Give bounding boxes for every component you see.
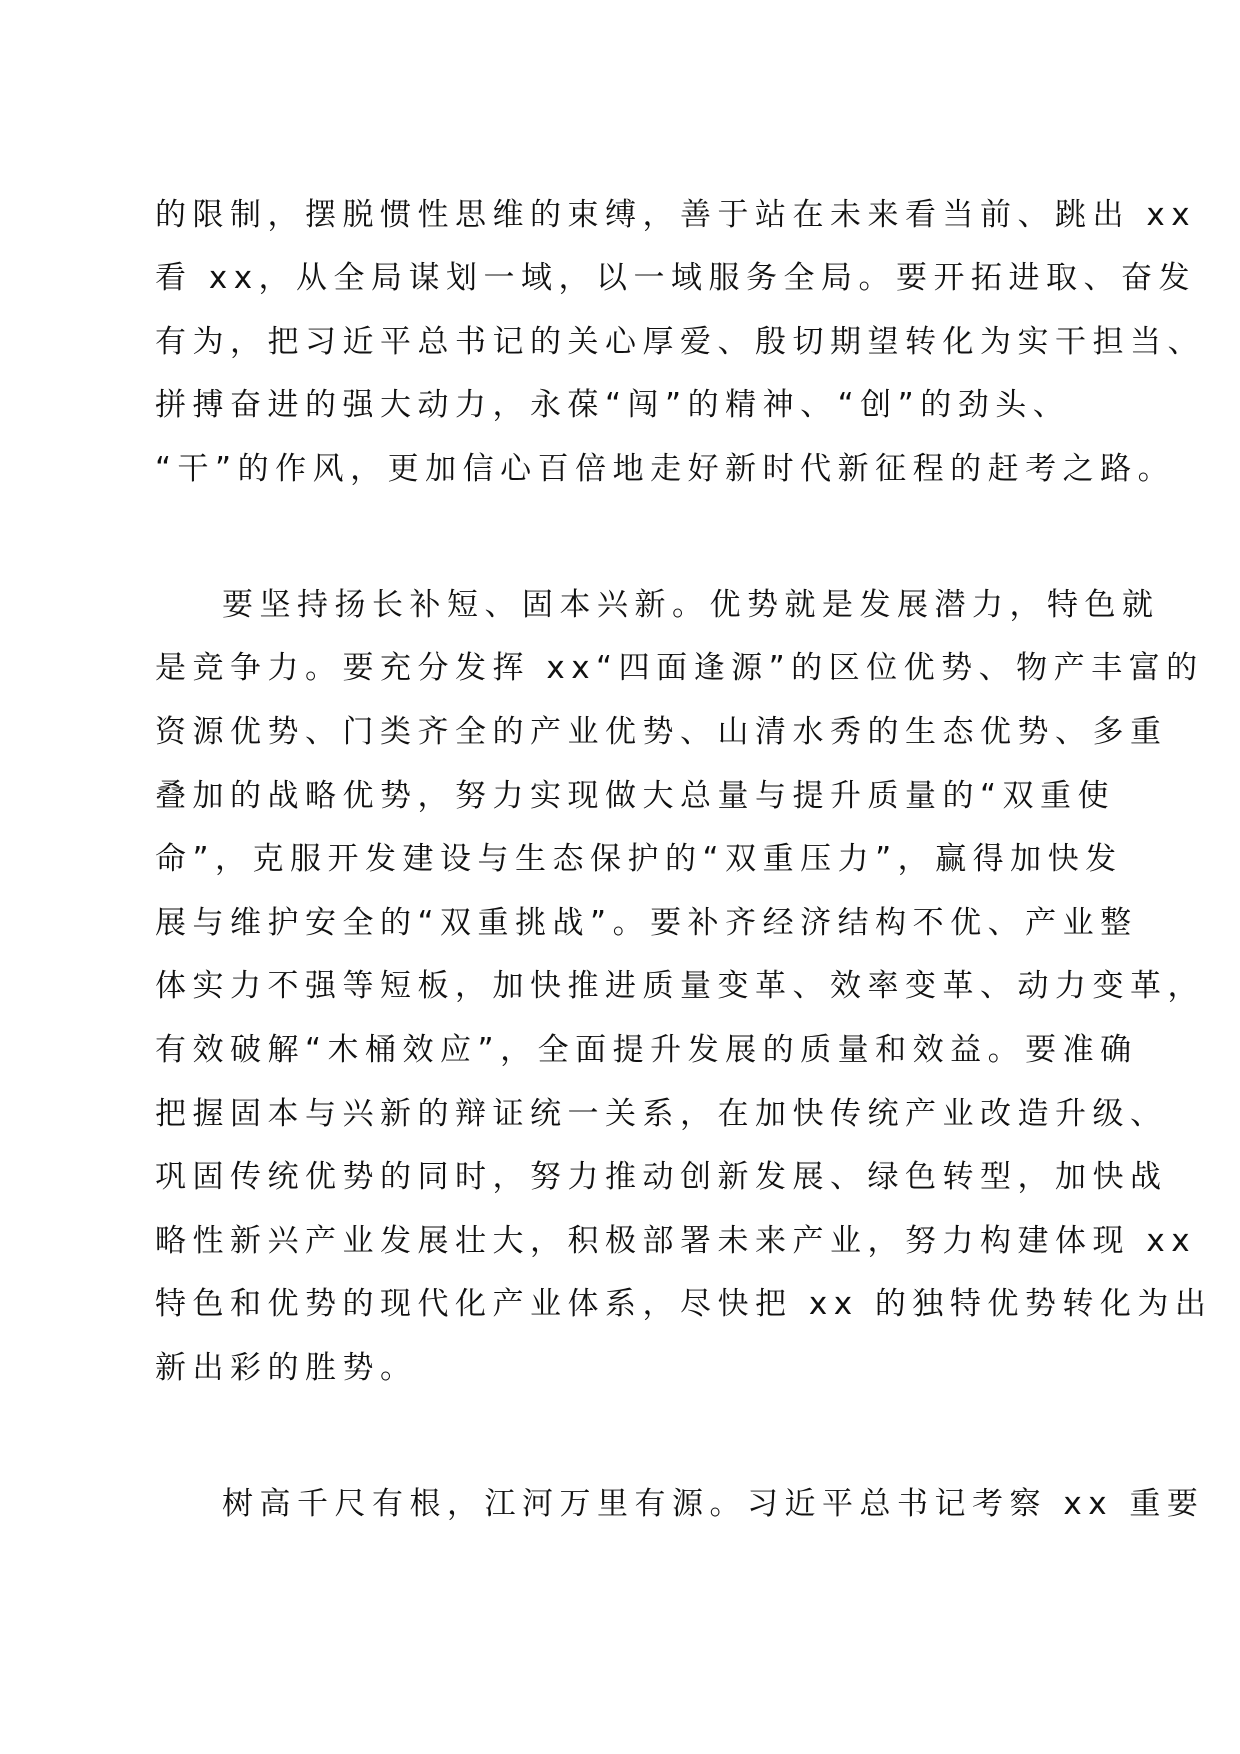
paragraph-line: 体实力不强等短板，加快推进质量变革、效率变革、动力变革， [155,968,1205,1004]
paragraph-line: 是竞争力。要充分发挥 xx“四面逢源”的区位优势、物产丰富的 [155,650,1204,686]
paragraph-line: 资源优势、门类齐全的产业优势、山清水秀的生态优势、多重 [155,714,1168,750]
paragraph-line: 要坚持扬长补短、固本兴新。优势就是发展潜力，特色就 [222,587,1160,623]
paragraph-line: 命”，克服开发建设与生态保护的“双重压力”，赢得加快发 [155,841,1123,877]
paragraph-line: 新出彩的胜势。 [155,1350,418,1386]
paragraph-line: 有为，把习近平总书记的关心厚爱、殷切期望转化为实干担当、 [155,324,1205,360]
paragraph-line: 把握固本与兴新的辩证统一关系，在加快传统产业改造升级、 [155,1096,1168,1132]
paragraph-line: 略性新兴产业发展壮大，积极部署未来产业，努力构建体现 xx [155,1223,1197,1259]
paragraph-line: 的限制，摆脱惯性思维的束缚，善于站在未来看当前、跳出 xx [155,197,1197,233]
paragraph-line: 特色和优势的现代化产业体系，尽快把 xx 的独特优势转化为出 [155,1286,1213,1322]
paragraph-line: 巩固传统优势的同时，努力推动创新发展、绿色转型，加快战 [155,1159,1168,1195]
paragraph-line: 叠加的战略优势，努力实现做大总量与提升质量的“双重使 [155,778,1116,814]
paragraph-line: 有效破解“木桶效应”，全面提升发展的质量和效益。要准确 [155,1032,1138,1068]
paragraph-line: 看 xx，从全局谋划一域，以一域服务全局。要开拓进取、奋发 [155,260,1197,296]
paragraph-line: “干”的作风，更加信心百倍地走好新时代新征程的赶考之路。 [155,451,1176,487]
paragraph-line: 拼搏奋进的强大动力，永葆“闯”的精神、“创”的劲头、 [155,387,1071,423]
paragraph-line: 树高千尺有根，江河万里有源。习近平总书记考察 xx 重要 [222,1486,1205,1522]
paragraph-line: 展与维护安全的“双重挑战”。要补齐经济结构不优、产业整 [155,905,1138,941]
